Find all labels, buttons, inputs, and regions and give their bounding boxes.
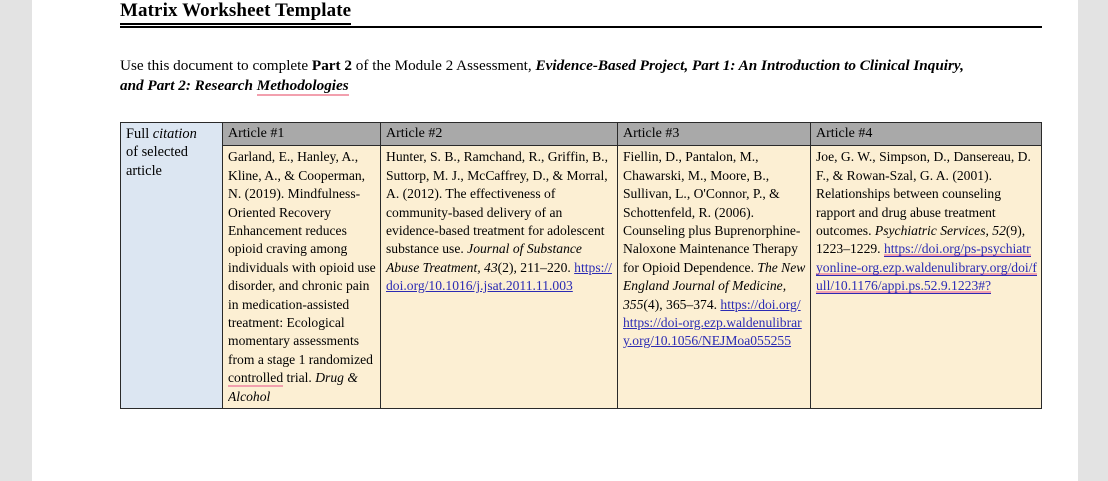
citation-3-doi-link[interactable]: https://doi.org/https://doi-org.ezp.waldenulibrary.org/10.1056/NEJMoa055255 (623, 296, 802, 349)
intro-assessment-title-line1: Evidence-Based Project, Part 1: An Introduction to Clinical Inquiry, (535, 56, 964, 74)
row-label-line2: of selected (126, 144, 188, 161)
document-content (120, 0, 1042, 409)
page-title (120, 0, 1042, 28)
table-header-row (121, 122, 1042, 145)
citation-cell-article-4 (811, 146, 1042, 409)
column-header-article-4: Article #4 (811, 122, 1042, 145)
intro-bold-part2: Part 2 (311, 56, 352, 74)
column-header-article-2: Article #2 (381, 122, 618, 145)
title-rule (120, 26, 1042, 28)
citation-cell-article-2 (381, 146, 618, 409)
citation-4-text: Joe, G. W., Simpson, D., Dansereau, D. F., & Rowan-Szal, G. A. (2001). Relationships between counseling rapport and drug abuse treatment outcomes. (816, 149, 1031, 238)
row-label-line3: article (126, 162, 162, 179)
citation-cell-article-1 (223, 146, 381, 409)
intro-misspelled-word: Methodologies (256, 76, 349, 94)
citation-2-doi-link[interactable]: https://doi.org/10.1016/j.jsat.2011.11.003 (386, 259, 612, 294)
citation-4-volume: (9), 1223–1229. (816, 222, 1026, 257)
citation-4-journal: Psychiatric Services, 52 (874, 222, 1006, 238)
citation-1-journal: Drug & Alcohol (228, 370, 358, 404)
citation-4-doi-link[interactable]: https://doi.org/ps-psychiatryonline-org.ezp.waldenulibrary.org/doi/full/10.1176/appi.ps.52.9.1223#? (816, 241, 1037, 294)
document-page (32, 0, 1078, 481)
table-row (121, 146, 1042, 409)
citation-1-misspelled-word: controlled (228, 370, 284, 386)
row-label-full-citation (121, 122, 223, 408)
citation-2-journal: Journal of Substance Abuse Treatment, 43 (386, 241, 582, 275)
citation-2-text: Hunter, S. B., Ramchand, R., Griffin, B., Suttorp, M. J., McCaffrey, D., & Morral, A. (2012). The effectiveness of community-based delivery of an evidence-based treatment for adolescent substance use. (386, 149, 608, 257)
intro-paragraph (120, 56, 1042, 96)
intro-assessment-title-line2: and Part 2: Research (120, 76, 257, 94)
column-header-article-3: Article #3 (618, 122, 811, 145)
citation-3-text: Fiellin, D., Pantalon, M., Chawarski, M., Moore, B., Sullivan, L., O'Connor, P., & Schottenfeld, R. (2006). Counseling plus Buprenorphine-Naloxone Maintenance Therapy for Opioid Dependence. (623, 149, 801, 275)
citation-1-text: Garland, E., Hanley, A., Kline, A., & Cooperman, N. (2019). Mindfulness-Oriented Recovery Enhancement reduces opioid craving among individuals with opioid use disorder, and chronic pain in medication-assisted treatment: Ecological momentary assessments from a stage 1 randomized controlled trial. (228, 149, 376, 386)
column-header-article-1: Article #1 (223, 122, 381, 145)
intro-text-part2: of the Module 2 Assessment, (351, 56, 536, 74)
row-label-line1-italic: citation (152, 125, 197, 142)
citation-2-volume: (2), 211–220. (497, 259, 575, 275)
page-title-text: Matrix Worksheet Template (120, 1, 351, 25)
matrix-table (120, 122, 1042, 409)
citation-cell-article-3 (618, 146, 811, 409)
citation-3-volume: (4), 365–374. (643, 296, 721, 312)
row-label-line1-plain: Full (126, 125, 153, 142)
citation-3-journal: The New England Journal of Medicine, 355 (623, 259, 806, 312)
intro-text-part1: Use this document to complete (120, 56, 312, 74)
